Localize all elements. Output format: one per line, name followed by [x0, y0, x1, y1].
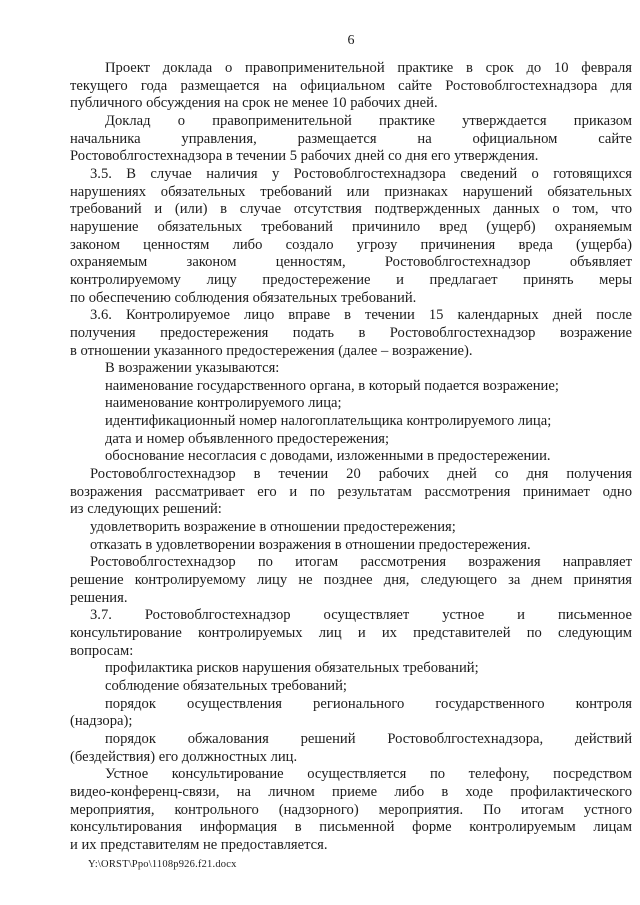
- text-line: текущего года размещается на официальном сайте Ростовоблгостехнадзора для: [70, 77, 632, 94]
- text-line: публичного обсуждения на срок не менее 10 рабочих дней.: [70, 95, 438, 112]
- text-line: и их представителям не предоставляется.: [70, 836, 328, 853]
- text-line: 3.5. В случае наличия у Ростовоблгостехнадзора сведений о готовящихся: [90, 165, 632, 182]
- text-line: 3.7. Ростовоблгостехнадзор осуществляет устное и письменное: [90, 607, 632, 624]
- text-line: Ростовоблгостехнадзор по итогам рассмотрения возражения направляет: [90, 554, 632, 571]
- text-line: В возражении указываются:: [105, 360, 280, 377]
- text-line: обоснование несогласия с доводами, изложенными в предостережении.: [105, 448, 551, 465]
- text-line: вопросам:: [70, 642, 134, 659]
- text-line: мероприятия, контрольного (надзорного) мероприятия. По итогам устного: [70, 801, 632, 818]
- text-line: удовлетворить возражение в отношении предостережения;: [90, 519, 456, 536]
- text-line: контролируемому лицу предостережение и предлагает принять меры: [70, 271, 632, 288]
- text-line: законом ценностям либо создало угрозу причинения вреда (ущерба): [70, 236, 632, 253]
- text-line: (надзора);: [70, 713, 133, 730]
- text-line: порядок осуществления регионального государственного контроля: [105, 695, 632, 712]
- page-number: 6: [347, 33, 355, 48]
- text-line: Ростовоблгостехнадзора в течении 5 рабочих дней со дня его утверждения.: [70, 148, 539, 165]
- text-line: (бездействия) его должностных лиц.: [70, 748, 298, 765]
- text-line: порядок обжалования решений Ростовоблгостехнадзора, действий: [105, 730, 632, 747]
- text-line: Доклад о правоприменительной практике утверждается приказом: [105, 112, 632, 129]
- text-line: из следующих решений:: [70, 501, 222, 518]
- footer-file-path: Y:\ORST\Ppo\1108p926.f21.docx: [88, 859, 237, 870]
- text-line: Устное консультирование осуществляется по телефону, посредством: [105, 766, 632, 783]
- text-line: решение контролируемому лицу не позднее дня, следующего за днем принятия: [70, 572, 632, 589]
- text-line: наименование контролируемого лица;: [105, 395, 342, 412]
- text-line: начальника управления, размещается на официальном сайте: [70, 130, 632, 147]
- text-line: решения.: [70, 589, 128, 606]
- text-line: наименование государственного органа, в который подается возражение;: [105, 377, 559, 394]
- text-line: охраняемым законом ценностям, Ростовоблгостехнадзор объявляет: [70, 254, 632, 271]
- document-body: [70, 60, 632, 855]
- text-line: нарушение обязательных требований причинило вред (ущерб) охраняемым: [70, 218, 632, 235]
- text-line: консультирования информация в письменной форме контролируемым лицам: [70, 819, 632, 836]
- text-line: видео-конференц-связи, на личном приеме либо в ходе профилактического: [70, 783, 632, 800]
- text-line: Ростовоблгостехнадзор в течении 20 рабочих дней со дня получения: [90, 466, 632, 483]
- text-line: отказать в удовлетворении возражения в отношении предостережения.: [90, 536, 531, 553]
- text-line: требований и (или) в случае отсутствия подтвержденных данных о том, что: [70, 201, 632, 218]
- text-line: получения предостережения подать в Ростовоблгостехнадзор возражение: [70, 324, 632, 341]
- text-line: идентификационный номер налогоплательщика контролируемого лица;: [105, 413, 552, 430]
- text-line: консультирование контролируемых лиц и их представителей по следующим: [70, 625, 632, 641]
- text-line: по обеспечению соблюдения обязательных требований.: [70, 289, 417, 306]
- text-line: возражения рассматривает его и по результатам рассмотрения принимает одно: [70, 483, 632, 500]
- text-line: в отношении указанного предостережения (далее – возражение).: [70, 342, 473, 359]
- text-line: профилактика рисков нарушения обязательных требований;: [105, 660, 479, 677]
- text-line: Проект доклада о правоприменительной практике в срок до 10 февраля: [105, 60, 632, 76]
- text-line: дата и номер объявленного предостережения;: [105, 430, 390, 447]
- text-line: соблюдение обязательных требований;: [105, 677, 347, 694]
- text-line: 3.6. Контролируемое лицо вправе в течении 15 календарных дней после: [90, 307, 632, 324]
- text-line: нарушениях обязательных требований или признаках нарушений обязательных: [70, 183, 632, 200]
